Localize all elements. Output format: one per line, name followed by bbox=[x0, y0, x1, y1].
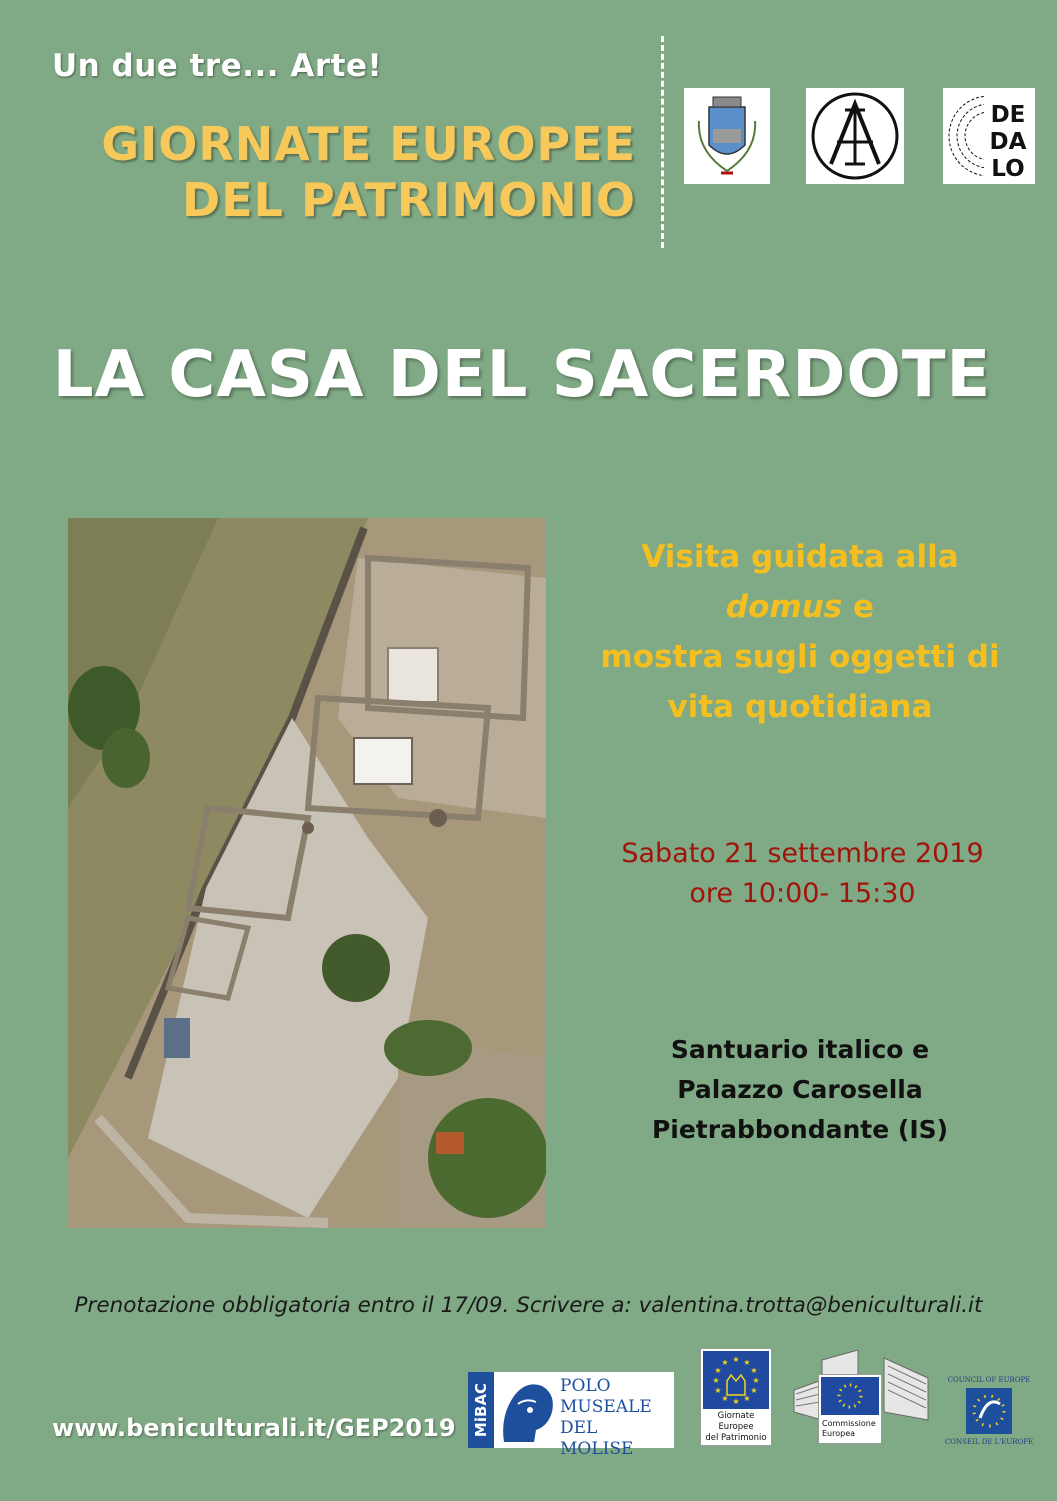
svg-text:★: ★ bbox=[743, 1394, 751, 1403]
polo-museale-text bbox=[560, 1376, 672, 1460]
polo-line-2: MUSEALE bbox=[560, 1397, 652, 1417]
polo-line-1: POLO bbox=[560, 1376, 611, 1396]
svg-text:★: ★ bbox=[721, 1358, 729, 1367]
svg-text:★: ★ bbox=[714, 1366, 722, 1375]
booking-notice: Prenotazione obbligatoria entro il 17/09. Scrivere a: valentina.trotta@beniculturali.it bbox=[74, 1293, 983, 1318]
dedalo-text-lo: LO bbox=[991, 156, 1025, 182]
main-title: LA CASA DEL SACERDOTE bbox=[52, 338, 992, 412]
event-time: ore 10:00- 15:30 bbox=[689, 878, 916, 909]
svg-text:★: ★ bbox=[732, 1397, 740, 1406]
svg-text:★: ★ bbox=[750, 1366, 758, 1375]
venue-line-1: Santuario italico e bbox=[670, 1035, 930, 1064]
visit-line-4: vita quotidiana bbox=[667, 689, 933, 725]
comune-coat-of-arms-logo bbox=[684, 88, 770, 184]
council-of-europe-logo bbox=[944, 1376, 1034, 1446]
event-title bbox=[40, 116, 636, 228]
ec-caption bbox=[822, 1419, 880, 1439]
eu-stars-icon bbox=[703, 1351, 769, 1409]
mibac-mark-text: MiBAC bbox=[472, 1382, 490, 1438]
dedalo-text-de: DE bbox=[990, 102, 1026, 128]
event-title-line-2: DEL PATRIMONIO bbox=[182, 173, 636, 227]
coe-stars-icon bbox=[966, 1388, 1012, 1434]
gep-logo-line-2: del Patrimonio bbox=[705, 1433, 767, 1443]
svg-text:★: ★ bbox=[721, 1394, 729, 1403]
european-commission-logo bbox=[792, 1350, 930, 1444]
event-title-line-1: GIORNATE EUROPEE bbox=[101, 117, 636, 171]
coe-bottom-text: CONSEIL DE L'EUROPE bbox=[944, 1438, 1034, 1446]
visit-description bbox=[570, 532, 1030, 732]
gep-logo-caption bbox=[701, 1411, 771, 1444]
dashed-divider bbox=[661, 36, 664, 248]
svg-text:★: ★ bbox=[732, 1355, 740, 1364]
gep-logo-line-1: Giornate Europee bbox=[717, 1411, 755, 1432]
mibac-mark bbox=[468, 1372, 494, 1448]
archaeology-mark-logo bbox=[806, 88, 904, 184]
polo-line-3: DEL MOLISE bbox=[560, 1418, 634, 1459]
visit-line-1: Visita guidata alla bbox=[641, 539, 959, 575]
ec-card bbox=[818, 1374, 882, 1444]
venue-line-3: Pietrabbondante (IS) bbox=[651, 1115, 949, 1144]
statue-head-icon bbox=[496, 1376, 558, 1450]
svg-text:★: ★ bbox=[743, 1358, 751, 1367]
svg-text:★: ★ bbox=[750, 1386, 758, 1395]
tagline: Un due tre... Arte! bbox=[52, 48, 383, 84]
visit-line-3: mostra sugli oggetti di bbox=[600, 639, 1000, 675]
svg-text:★: ★ bbox=[712, 1376, 720, 1385]
event-venue bbox=[580, 1030, 1020, 1150]
event-datetime bbox=[570, 834, 1035, 914]
svg-text:★: ★ bbox=[714, 1386, 722, 1395]
ec-line-1: Commissione bbox=[822, 1419, 876, 1428]
ec-line-2: Europea bbox=[822, 1429, 856, 1438]
eu-flag-icon bbox=[821, 1377, 879, 1415]
event-date: Sabato 21 settembre 2019 bbox=[621, 838, 984, 869]
visit-line-2-rest: e bbox=[842, 589, 875, 625]
dedalo-logo bbox=[943, 88, 1035, 184]
visit-line-2 bbox=[570, 582, 1030, 632]
svg-text:★: ★ bbox=[752, 1376, 760, 1385]
visit-domus-emphasis: domus bbox=[725, 589, 843, 625]
dedalo-text-da: DA bbox=[989, 129, 1027, 155]
aerial-excavation-photo bbox=[68, 518, 546, 1228]
giornate-europee-logo bbox=[700, 1348, 772, 1446]
coe-top-text: COUNCIL OF EUROPE bbox=[947, 1376, 1031, 1384]
website-link[interactable]: www.beniculturali.it/GEP2019 bbox=[52, 1414, 456, 1442]
venue-line-2: Palazzo Carosella bbox=[677, 1075, 923, 1104]
mibac-polo-museale-logo bbox=[468, 1372, 674, 1459]
